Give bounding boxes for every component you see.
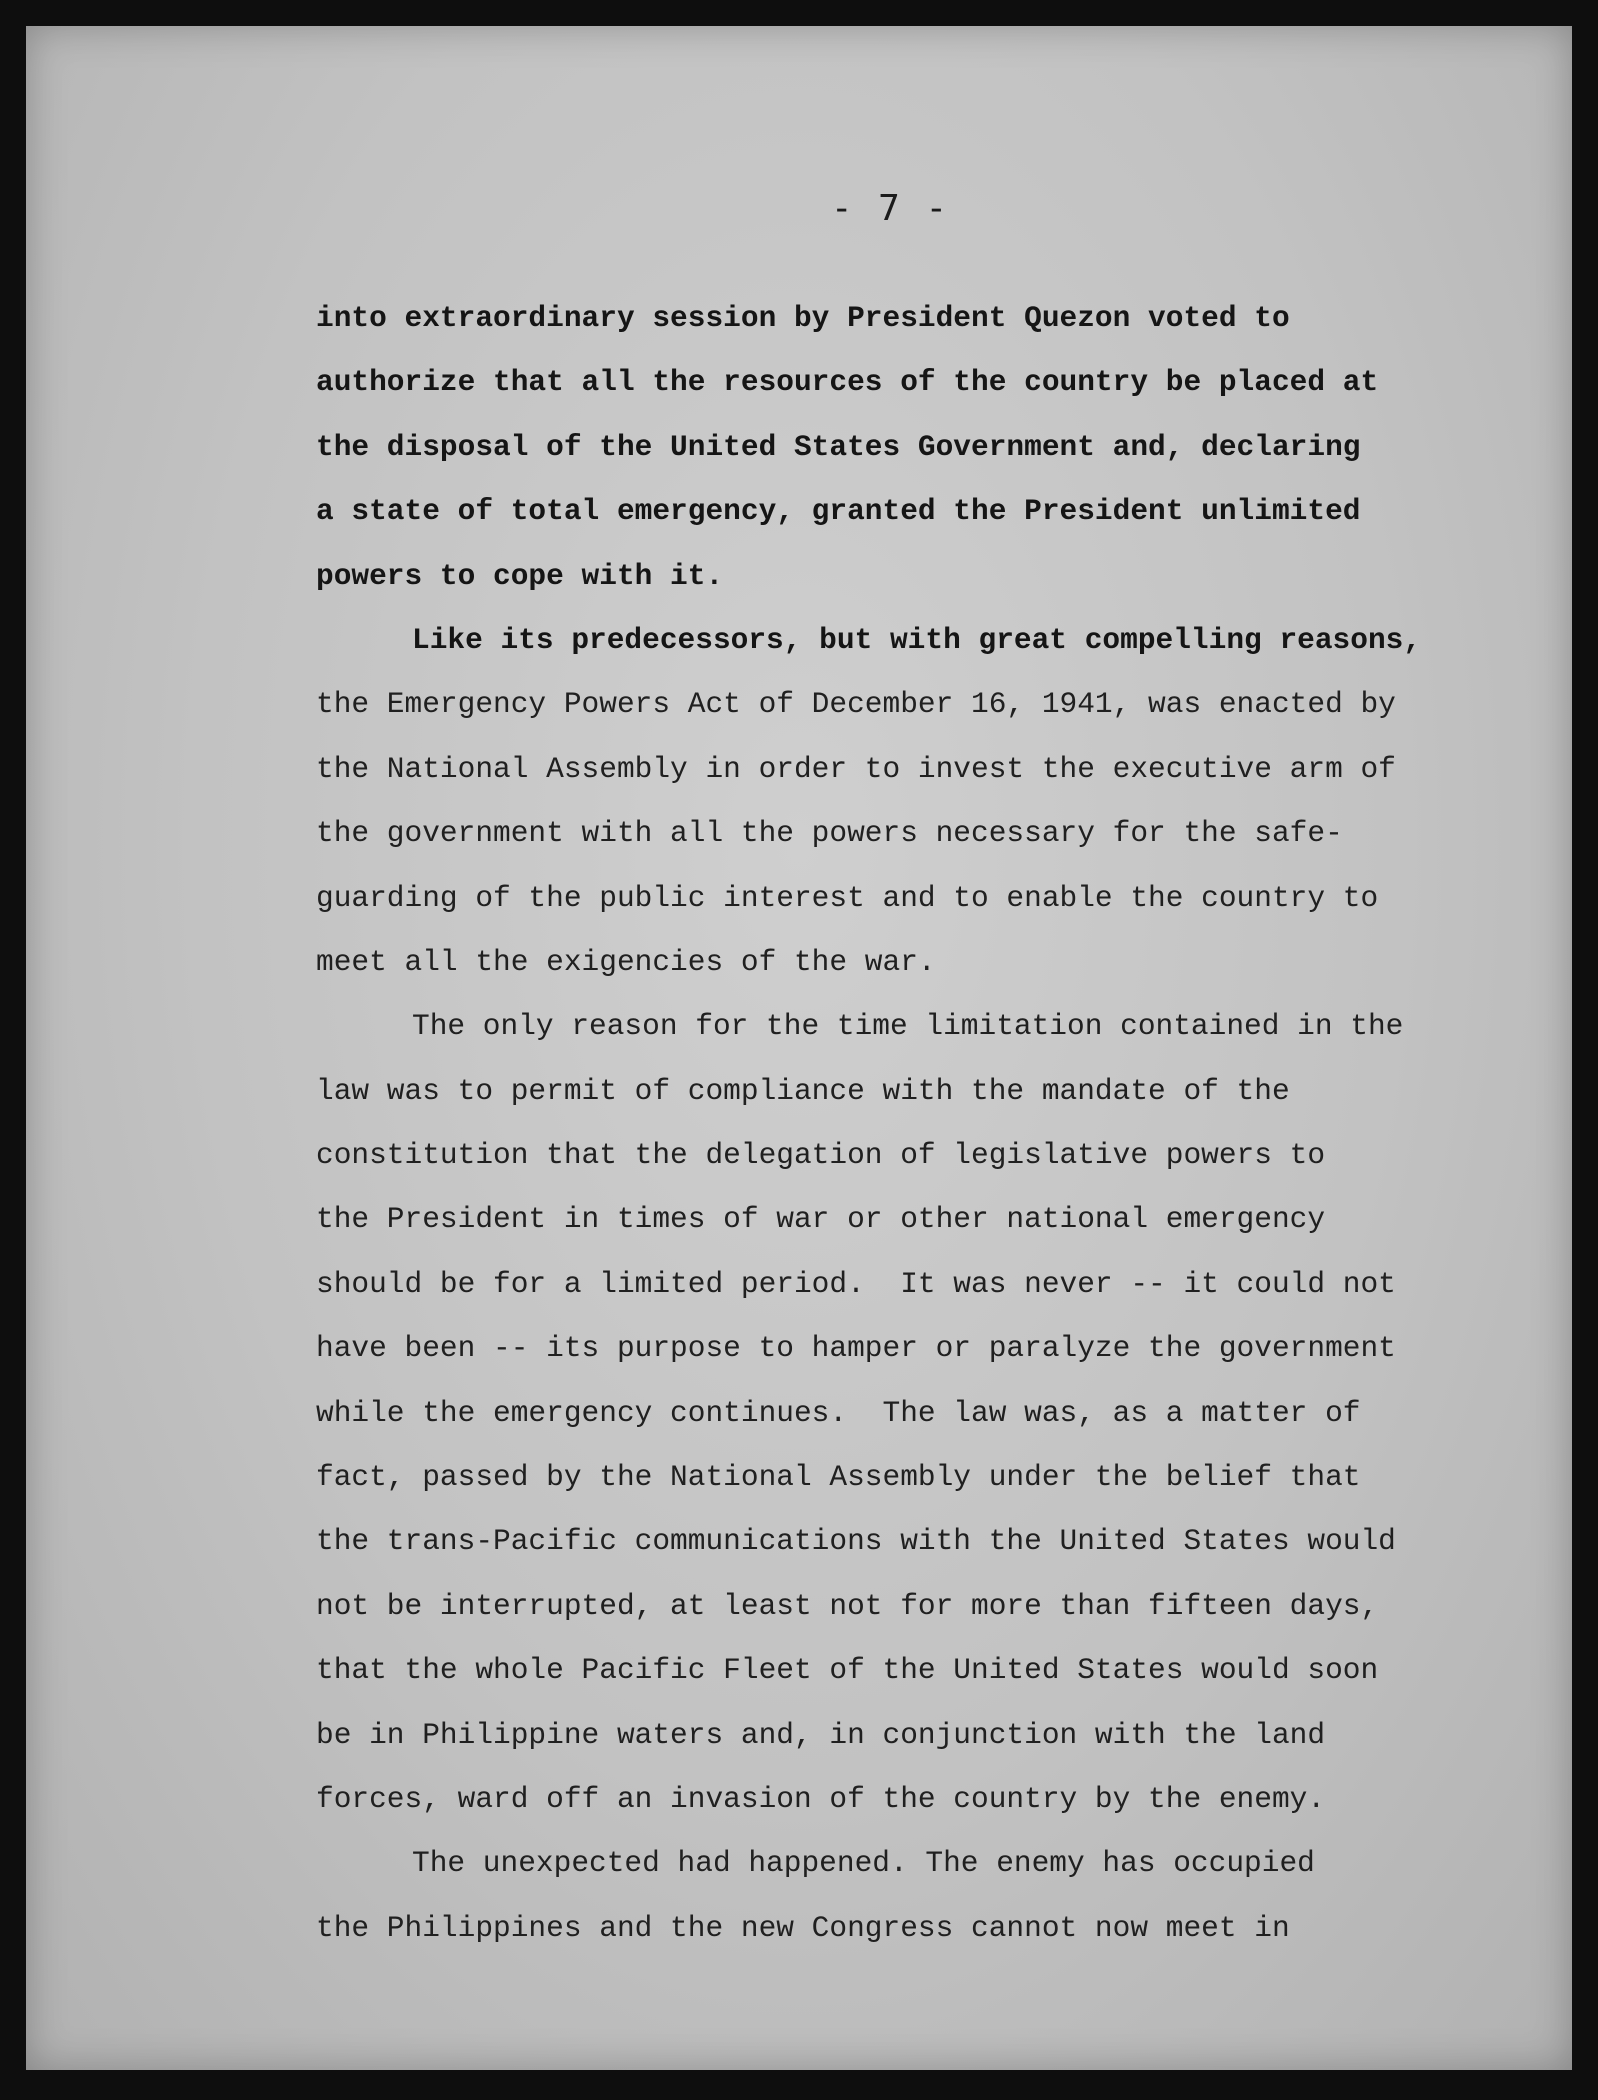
text-line: have been -- its purpose to hamper or paralyze the government	[316, 1331, 1396, 1366]
text-line: into extraordinary session by President Quezon voted to	[316, 301, 1290, 335]
text-line: guarding of the public interest and to enable the country to	[316, 880, 1379, 915]
text-line: law was to permit of compliance with the mandate of the	[316, 1073, 1290, 1108]
text-line: should be for a limited period. It was never -- it could not	[316, 1266, 1396, 1301]
text-line: The unexpected had happened. The enemy has occupied	[412, 1846, 1315, 1881]
text-line: fact, passed by the National Assembly under the belief that	[316, 1460, 1361, 1495]
text-line: while the emergency continues. The law was, as a matter of	[316, 1395, 1361, 1430]
text-line: meet all the exigencies of the war.	[316, 944, 936, 979]
text-line: Like its predecessors, but with great compelling reasons,	[412, 622, 1422, 657]
text-line: a state of total emergency, granted the President unlimited	[316, 494, 1361, 529]
text-line: the disposal of the United States Government and, declaring	[316, 429, 1361, 464]
text-line: powers to cope with it.	[316, 558, 724, 593]
text-line: The only reason for the time limitation contained in the	[412, 1009, 1404, 1044]
text-line: constitution that the delegation of legislative powers to	[316, 1138, 1326, 1173]
text-line: not be interrupted, at least not for more than fifteen days,	[316, 1588, 1379, 1623]
text-line: the trans-Pacific communications with the United States would	[316, 1524, 1396, 1559]
document-page	[26, 26, 1572, 2070]
text-line: the government with all the powers necessary for the safe-	[316, 816, 1343, 851]
text-line: the Emergency Powers Act of December 16, 1941, was enacted by	[316, 687, 1396, 722]
text-line: forces, ward off an invasion of the country by the enemy.	[316, 1781, 1326, 1816]
page-number: - 7 -	[830, 188, 950, 229]
text-line: the National Assembly in order to invest the executive arm of	[316, 751, 1396, 786]
text-line: the Philippines and the new Congress cannot now meet in	[316, 1910, 1290, 1945]
text-line: that the whole Pacific Fleet of the United States would soon	[316, 1653, 1379, 1688]
text-line: the President in times of war or other national emergency	[316, 1202, 1326, 1237]
body-text	[316, 286, 1546, 1960]
text-line: be in Philippine waters and, in conjunction with the land	[316, 1717, 1326, 1752]
text-line: authorize that all the resources of the country be placed at	[316, 365, 1379, 400]
